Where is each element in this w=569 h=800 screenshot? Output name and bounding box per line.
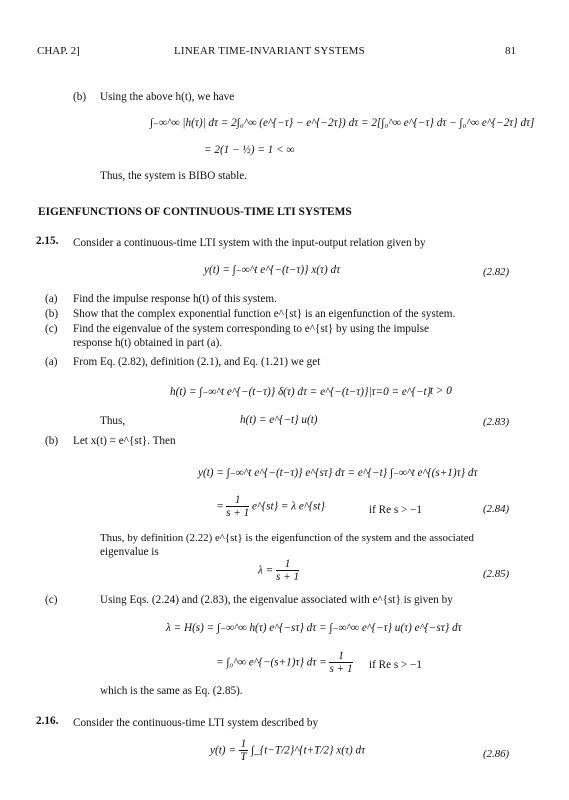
item-b-label: (b) xyxy=(45,308,59,320)
equation-tag-2-82: (2.82) xyxy=(483,266,510,278)
problem-number-2-15: 2.15. xyxy=(36,235,59,247)
part-b-label: (b) xyxy=(73,91,87,103)
equation-tag-2-85: (2.85) xyxy=(483,568,510,580)
averaging-fraction: $\frac{1}{T}$ xyxy=(240,738,247,763)
chapter-label: CHAP. 2] xyxy=(37,45,80,57)
transfer-function-condition: if Re s > −1 xyxy=(369,659,423,671)
section-title: EIGENFUNCTIONS OF CONTINUOUS-TIME LTI SYSTEMS xyxy=(38,206,352,218)
eigenvalue-fraction: $\frac{1}{s + 1}$ xyxy=(276,558,300,583)
bibo-equation-1: ∫₋∞^∞ |h(τ)| dτ = 2∫₀^∞ (e^{−τ} − e^{−2τ}) dτ = 2[∫₀^∞ e^{−τ} dτ − ∫₀^∞ e^{−2τ} dτ] xyxy=(150,117,535,129)
item-a-label: (a) xyxy=(45,293,58,305)
equation-tag-2-84: (2.84) xyxy=(483,503,510,515)
page-number: 81 xyxy=(505,45,516,57)
transfer-function-equation-2: = ∫₀^∞ e^{−(s+1)τ} dτ = $\frac{1}{s + 1}$ xyxy=(216,650,353,675)
solution-b-label: (b) xyxy=(45,435,59,447)
problem-number-2-16: 2.16. xyxy=(36,715,59,727)
transfer-function-equation-1: λ = H(s) = ∫₋∞^∞ h(τ) e^{−sτ} dτ = ∫₋∞^∞ e^{−τ} u(τ) e^{−sτ} dτ xyxy=(166,622,462,634)
item-b-text: Show that the complex exponential function e^{st} is an eigenfunction of the system. xyxy=(73,308,456,320)
solution-c-label: (c) xyxy=(45,594,58,606)
equation-tag-2-86: (2.86) xyxy=(483,748,510,760)
equation-2-82: y(t) = ∫₋∞^t e^{−(t−τ)} x(τ) dτ xyxy=(204,264,341,276)
item-c-text: Find the eigenvalue of the system corresponding to e^{st} by using the impulse xyxy=(73,323,429,335)
impulse-response-derivation: h(t) = ∫₋∞^t e^{−(t−τ)} δ(τ) dτ = e^{−(t−τ)}|τ=0 = e^{−t} xyxy=(170,386,432,398)
item-c-label: (c) xyxy=(45,323,58,335)
impulse-response-condition: t > 0 xyxy=(430,385,452,397)
part-b-text: Using the above h(t), we have xyxy=(100,91,235,103)
equation-2-86: y(t) = $\frac{1}{T}$ ∫_{t−T/2}^{t+T/2} x(τ) dτ xyxy=(210,738,366,763)
solution-c-conclusion: which is the same as Eq. (2.85). xyxy=(100,685,243,697)
eigen-output-equation-2: = $\frac{1}{s + 1}$ e^{st} = λ e^{st} xyxy=(217,494,325,519)
eigenfunction-statement: Thus, by definition (2.22) e^{st} is the eigenfunction of the system and the associated xyxy=(100,532,474,544)
solution-c-text: Using Eqs. (2.24) and (2.83), the eigenvalue associated with e^{st} is given by xyxy=(100,594,453,606)
running-title: LINEAR TIME-INVARIANT SYSTEMS xyxy=(174,45,365,57)
problem-2-15-statement: Consider a continuous-time LTI system with the input-output relation given by xyxy=(73,237,426,249)
equation-2-83: h(t) = e^{−t} u(t) xyxy=(240,414,318,426)
eigen-output-equation-1: y(t) = ∫₋∞^t e^{−(t−τ)} e^{sτ} dτ = e^{−t} ∫₋∞^t e^{(s+1)τ} dτ xyxy=(198,467,478,479)
equation-tag-2-83: (2.83) xyxy=(483,416,510,428)
bibo-conclusion: Thus, the system is BIBO stable. xyxy=(100,170,247,182)
problem-2-16-statement: Consider the continuous-time LTI system described by xyxy=(73,717,319,729)
eigenfunction-statement-cont: eigenvalue is xyxy=(100,546,159,558)
solution-a-text: From Eq. (2.82), definition (2.1), and Eq. (1.21) we get xyxy=(73,356,321,368)
equation-2-85: λ = $\frac{1}{s + 1}$ xyxy=(258,558,300,583)
eigen-output-condition: if Re s > −1 xyxy=(369,504,423,516)
thus-label: Thus, xyxy=(100,415,126,427)
solution-a-label: (a) xyxy=(45,356,58,368)
solution-b-text: Let x(t) = e^{st}. Then xyxy=(73,435,176,447)
bibo-equation-2: = 2(1 − ½) = 1 < ∞ xyxy=(204,144,295,156)
eigen-fraction: $\frac{1}{s + 1}$ xyxy=(226,494,250,519)
item-a-text: Find the impulse response h(t) of this system. xyxy=(73,293,277,305)
item-c-text-cont: response h(t) obtained in part (a). xyxy=(73,337,223,349)
transfer-function-fraction: $\frac{1}{s + 1}$ xyxy=(329,650,353,675)
